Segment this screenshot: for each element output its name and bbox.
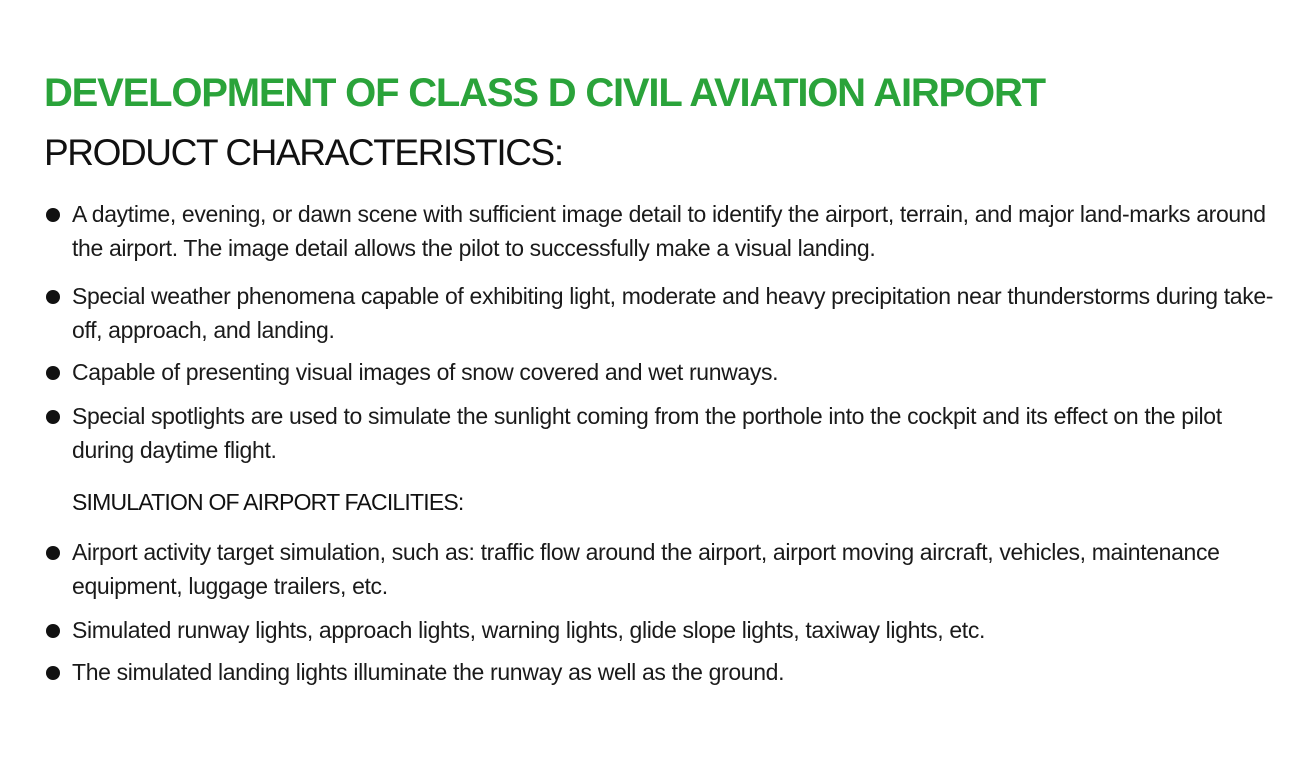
bullet-icon [46,546,60,560]
list-item-product-characteristics-3 [44,355,1289,389]
bullet-icon [46,666,60,680]
list-item-text: A daytime, evening, or dawn scene with sufficient image detail to identify the airport, terrain, and major land-marks around the airport. The image detail allows the pilot to successfully make a visual landing. [72,201,1266,261]
list-item-airport-facilities-3 [44,655,1289,689]
list-item-text: The simulated landing lights illuminate the runway as well as the ground. [72,659,785,685]
list-item-text: Special weather phenomena capable of exhibiting light, moderate and heavy precipitation near thunderstorms during take-off, approach, and landing. [72,283,1274,343]
list-item-text: Airport activity target simulation, such as: traffic flow around the airport, airport moving aircraft, vehicles, maintenance equipment, luggage trailers, etc. [72,539,1220,599]
list-item-text: Simulated runway lights, approach lights, warning lights, glide slope lights, taxiway lights, etc. [72,617,986,643]
list-item-airport-facilities-2 [44,613,1289,647]
bullet-icon [46,624,60,638]
bullet-icon [46,290,60,304]
bullet-icon [46,410,60,424]
list-item-text: Special spotlights are used to simulate the sunlight coming from the porthole into the cockpit and its effect on the pilot during daytime flight. [72,403,1222,463]
bullet-icon [46,366,60,380]
list-item-product-characteristics-4 [44,399,1289,467]
bullet-icon [46,208,60,222]
product-characteristics-heading: PRODUCT CHARACTERISTICS: [44,132,563,173]
airport-facilities-heading: SIMULATION OF AIRPORT FACILITIES: [72,489,464,515]
list-item-product-characteristics-2 [44,279,1289,347]
list-item-product-characteristics-1 [44,197,1289,265]
airport-facilities-list [44,535,1289,689]
list-item-text: Capable of presenting visual images of snow covered and wet runways. [72,359,779,385]
main-title: DEVELOPMENT OF CLASS D CIVIL AVIATION AIRPORT [44,71,1045,115]
product-characteristics-list [44,197,1289,467]
list-item-airport-facilities-1 [44,535,1289,603]
